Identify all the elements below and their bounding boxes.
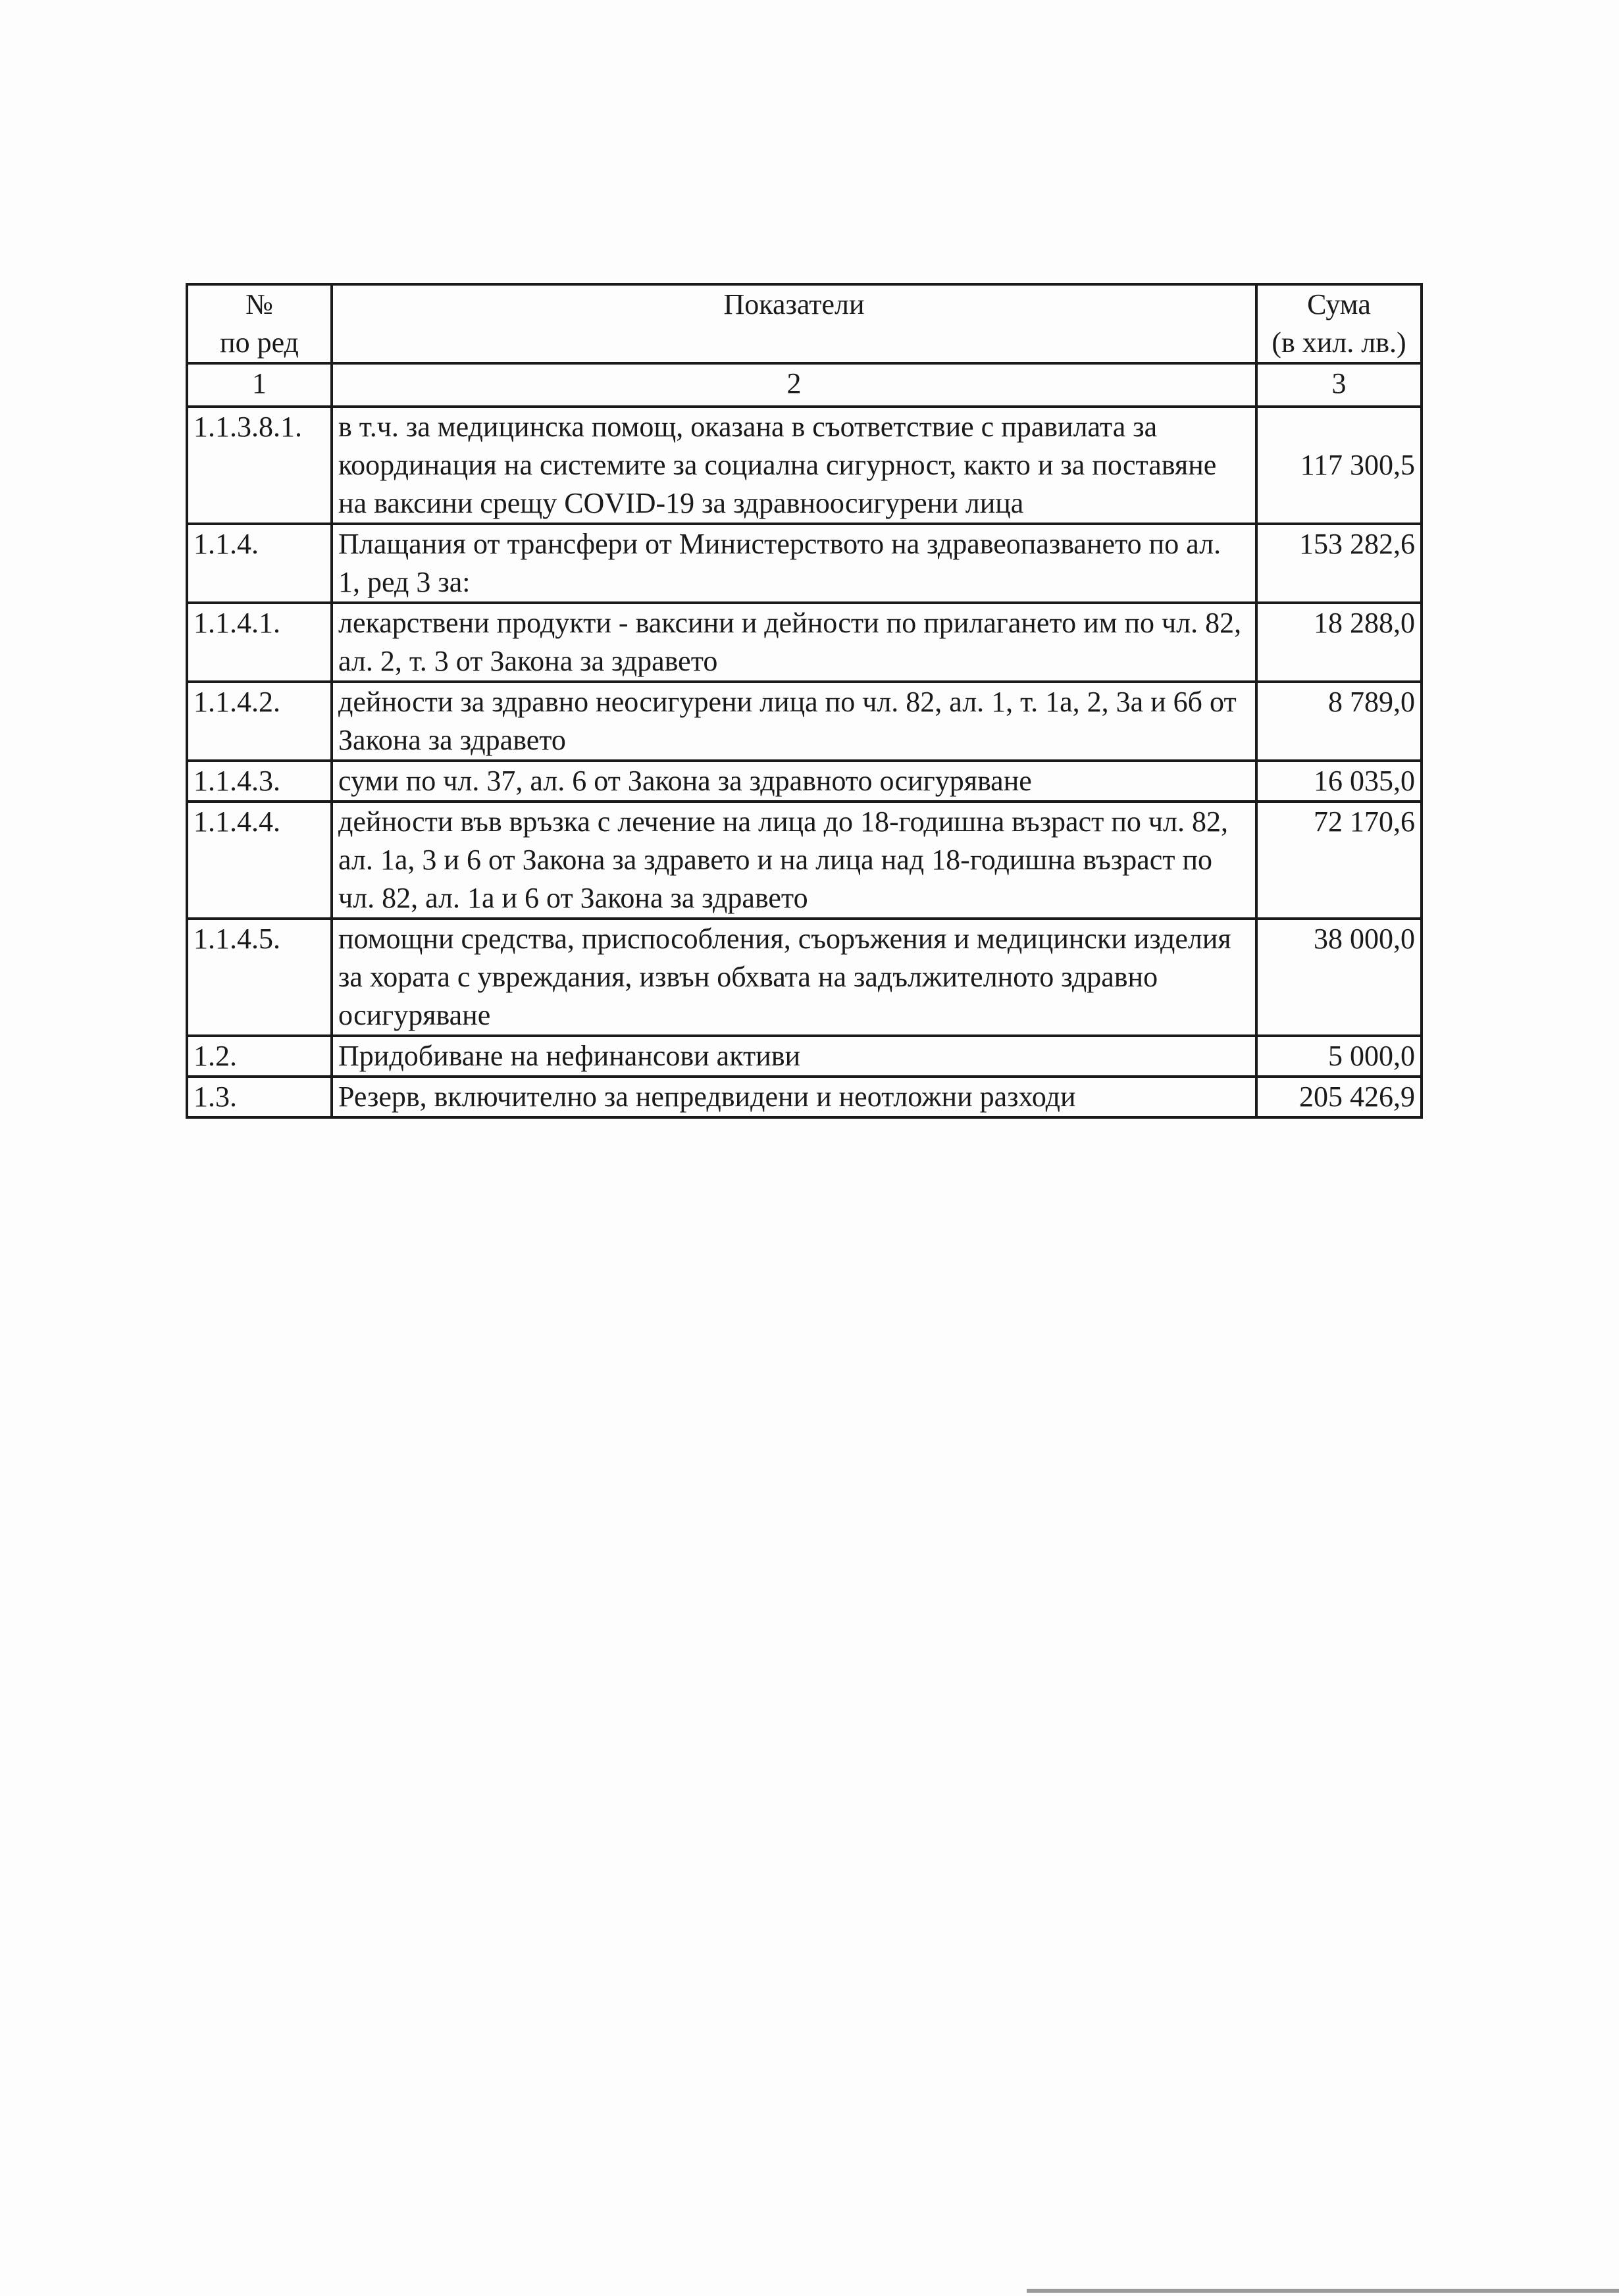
row-number: 1.1.4.1. [187,603,332,682]
row-sum: 5 000,0 [1256,1036,1422,1077]
budget-table [186,283,1423,1119]
row-sum: 38 000,0 [1256,919,1422,1036]
column-index-1: 1 [187,363,332,407]
row-number: 1.1.4.2. [187,682,332,761]
table-row [187,524,1422,603]
row-number: 1.2. [187,1036,332,1077]
row-number: 1.1.4. [187,524,332,603]
header-sum [1256,284,1422,363]
row-indicator: суми по чл. 37, ал. 6 от Закона за здравното осигуряване [332,761,1256,802]
header-indicators [332,284,1256,363]
row-indicator: лекарствени продукти - ваксини и дейности по прилагането им по чл. 82, ал. 2, т. 3 от Закона за здравето [332,603,1256,682]
table-row [187,802,1422,919]
header-number-line1: № [245,288,273,320]
table-row [187,1036,1422,1077]
row-sum: 117 300,5 [1256,407,1422,524]
row-indicator: Плащания от трансфери от Министерството на здравеопазването по ал. 1, ред 3 за: [332,524,1256,603]
column-index-3: 3 [1256,363,1422,407]
column-index-row [187,363,1422,407]
row-sum: 72 170,6 [1256,802,1422,919]
table-row [187,1077,1422,1117]
header-indicators-label: Показатели [723,288,865,320]
row-indicator: в т.ч. за медицинска помощ, оказана в съответствие с правилата за координация на системите за социална сигурност, както и за поставяне на ваксини срещу COVID-19 за здравноосигурени лица [332,407,1256,524]
header-number [187,284,332,363]
row-indicator: помощни средства, приспособления, съоръжения и медицински изделия за хората с увреждания, извън обхвата на задължителното здравно осигуряване [332,919,1256,1036]
scan-edge-line [1027,2289,1619,2293]
table-row [187,919,1422,1036]
table-row [187,761,1422,802]
row-sum: 205 426,9 [1256,1077,1422,1117]
header-sum-line1: Сума [1307,288,1371,320]
row-sum: 16 035,0 [1256,761,1422,802]
row-number: 1.3. [187,1077,332,1117]
row-sum: 153 282,6 [1256,524,1422,603]
row-number: 1.1.4.4. [187,802,332,919]
row-indicator: дейности за здравно неосигурени лица по чл. 82, ал. 1, т. 1а, 2, 3а и 6б от Закона за здравето [332,682,1256,761]
row-indicator: Придобиване на нефинансови активи [332,1036,1256,1077]
table-row [187,603,1422,682]
header-number-line2: по ред [220,326,299,359]
column-index-2: 2 [332,363,1256,407]
row-indicator: Резерв, включително за непредвидени и неотложни разходи [332,1077,1256,1117]
row-number: 1.1.3.8.1. [187,407,332,524]
table-header-row [187,284,1422,363]
table-row [187,682,1422,761]
row-sum: 18 288,0 [1256,603,1422,682]
header-sum-line2: (в хил. лв.) [1272,326,1406,359]
row-number: 1.1.4.3. [187,761,332,802]
row-indicator: дейности във връзка с лечение на лица до 18-годишна възраст по чл. 82, ал. 1а, 3 и 6 от Закона за здравето и на лица над 18-годишна възраст по чл. 82, ал. 1а и 6 от Закона за здравето [332,802,1256,919]
row-sum: 8 789,0 [1256,682,1422,761]
row-number: 1.1.4.5. [187,919,332,1036]
table-row [187,407,1422,524]
